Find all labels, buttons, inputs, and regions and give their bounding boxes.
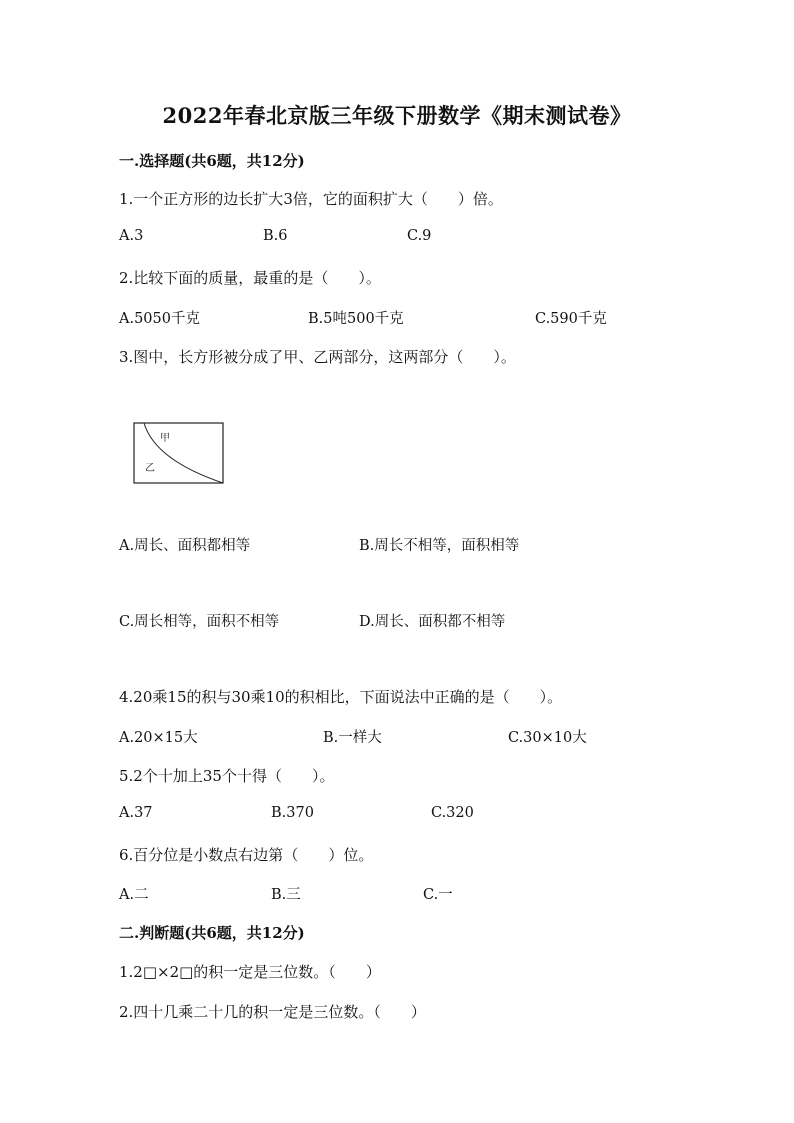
question-text: 1.2□×2□的积一定是三位数。（ ） xyxy=(119,963,381,981)
question-text: 2.比较下面的质量，最重的是（ ）。 xyxy=(119,269,381,287)
option-b: B.6 xyxy=(263,228,288,244)
question-text: 6.百分位是小数点右边第（ ）位。 xyxy=(119,846,374,864)
label-jia: 甲 xyxy=(160,433,170,444)
option-d: D.周长、面积都不相等 xyxy=(359,614,506,630)
option-c: C.30×10大 xyxy=(508,730,587,746)
option-a: A.37 xyxy=(119,805,153,821)
option-b: B.一样大 xyxy=(323,730,382,746)
option-c: C.一 xyxy=(423,887,453,903)
question-text: 3.图中，长方形被分成了甲、乙两部分，这两部分（ ）。 xyxy=(119,348,516,366)
option-b: B.370 xyxy=(271,805,314,821)
question-text: 4.20乘15的积与30乘10的积相比，下面说法中正确的是（ ）。 xyxy=(119,688,563,706)
option-b: B.周长不相等，面积相等 xyxy=(359,538,520,554)
option-b: B.三 xyxy=(271,887,301,903)
option-a: A.3 xyxy=(119,228,144,244)
section-heading-judge: 二.判断题(共6题，共12分) xyxy=(119,924,305,942)
option-c: C.590千克 xyxy=(535,311,607,327)
option-c: C.周长相等，面积不相等 xyxy=(119,614,280,630)
question-text: 2.四十几乘二十几的积一定是三位数。（ ） xyxy=(119,1003,426,1021)
option-a: A.20×15大 xyxy=(119,730,198,746)
label-yi: 乙 xyxy=(145,463,155,474)
option-b: B.5吨500千克 xyxy=(308,311,404,327)
option-a: A.周长、面积都相等 xyxy=(119,538,251,554)
page-title: 2022年春北京版三年级下册数学《期末测试卷》 xyxy=(162,103,632,128)
option-c: C.9 xyxy=(407,228,432,244)
option-a: A.二 xyxy=(119,887,149,903)
option-a: A.5050千克 xyxy=(119,311,200,327)
section-heading-choice: 一.选择题(共6题，共12分) xyxy=(119,152,305,170)
question-text: 1.一个正方形的边长扩大3倍，它的面积扩大（ ）倍。 xyxy=(119,190,503,208)
rectangle-figure xyxy=(133,422,225,490)
question-text: 5.2个十加上35个十得（ ）。 xyxy=(119,767,335,785)
option-c: C.320 xyxy=(431,805,474,821)
